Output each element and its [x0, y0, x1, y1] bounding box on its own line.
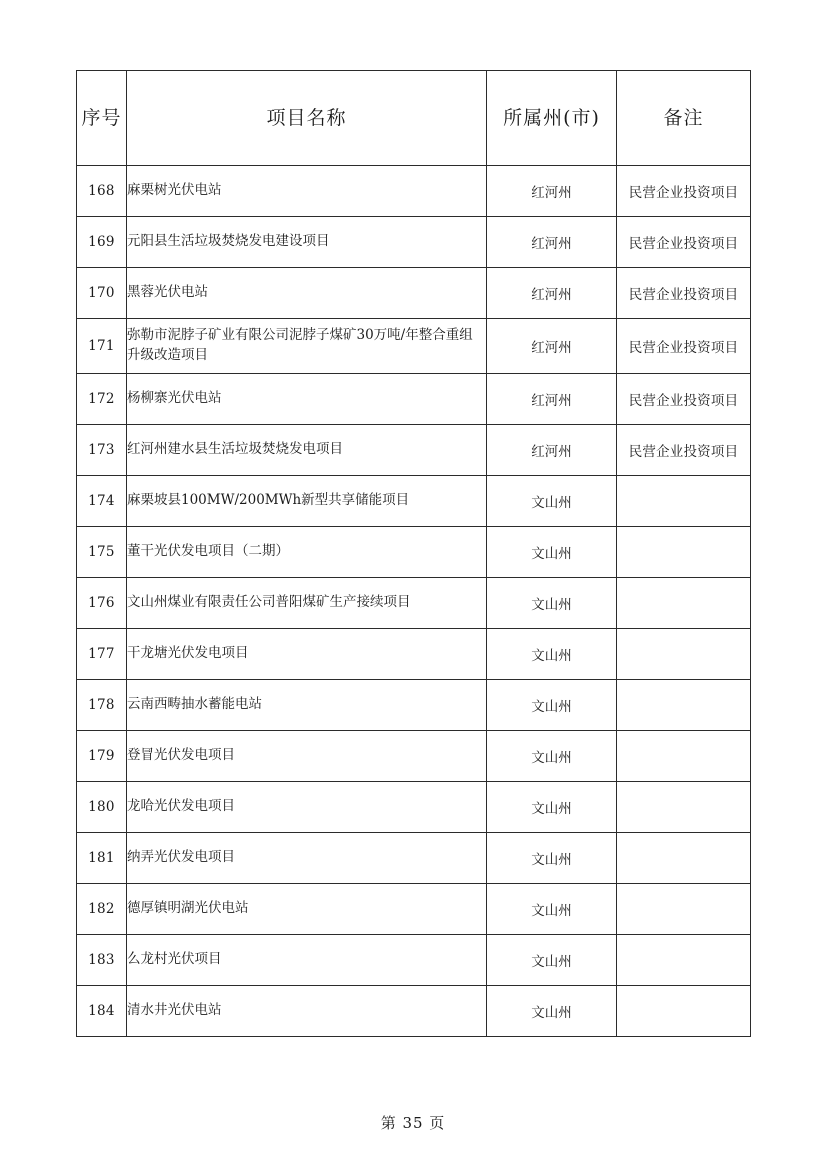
cell-project-name-text: 纳弄光伏发电项目 — [127, 849, 235, 866]
cell-sequence-number — [77, 425, 127, 476]
cell-note — [617, 217, 751, 268]
cell-sequence-number-text: 170 — [88, 285, 115, 301]
column-header-seq — [77, 71, 127, 166]
cell-prefecture — [487, 578, 617, 629]
cell-sequence-number-text: 172 — [88, 391, 115, 407]
cell-sequence-number-text: 175 — [88, 544, 115, 560]
table-row — [77, 166, 751, 217]
cell-note — [617, 782, 751, 833]
cell-project-name-text: 干龙塘光伏发电项目 — [127, 645, 249, 662]
cell-sequence-number-text: 184 — [88, 1003, 115, 1019]
cell-prefecture-text: 文山州 — [531, 903, 572, 919]
page-number-label: 第 35 页 — [380, 1114, 446, 1132]
cell-project-name — [127, 527, 487, 578]
cell-note — [617, 166, 751, 217]
cell-project-name — [127, 833, 487, 884]
cell-note — [617, 578, 751, 629]
cell-project-name-text: 龙哈光伏发电项目 — [127, 798, 235, 815]
table-row — [77, 217, 751, 268]
cell-note — [617, 319, 751, 374]
column-header-name-label: 项目名称 — [266, 106, 347, 129]
cell-prefecture-text: 文山州 — [531, 699, 572, 715]
cell-prefecture-text: 红河州 — [531, 393, 572, 409]
cell-project-name-text: 弥勒市泥脖子矿业有限公司泥脖子煤矿30万吨/年整合重组升级改造项目 — [127, 327, 473, 363]
cell-prefecture-text: 文山州 — [531, 648, 572, 664]
cell-prefecture-text: 文山州 — [531, 597, 572, 613]
cell-sequence-number-text: 169 — [88, 234, 115, 250]
column-header-name — [127, 71, 487, 166]
cell-prefecture-text: 文山州 — [531, 852, 572, 868]
cell-prefecture-text: 文山州 — [531, 1005, 572, 1021]
cell-sequence-number — [77, 374, 127, 425]
project-list-table — [76, 70, 751, 1037]
cell-prefecture — [487, 217, 617, 268]
cell-prefecture — [487, 374, 617, 425]
column-header-seq-label: 序号 — [81, 106, 122, 129]
cell-project-name-text: 黑蓉光伏电站 — [127, 284, 208, 301]
cell-note — [617, 374, 751, 425]
cell-prefecture — [487, 884, 617, 935]
cell-sequence-number — [77, 166, 127, 217]
cell-note-text: 民营企业投资项目 — [628, 340, 739, 356]
cell-project-name — [127, 731, 487, 782]
cell-prefecture-text: 红河州 — [531, 287, 572, 303]
cell-project-name-text: 么龙村光伏项目 — [127, 951, 222, 968]
cell-project-name-text: 元阳县生活垃圾焚烧发电建设项目 — [127, 233, 330, 250]
table-row — [77, 268, 751, 319]
table-row — [77, 425, 751, 476]
cell-sequence-number-text: 168 — [88, 183, 115, 199]
cell-project-name-text: 文山州煤业有限责任公司普阳煤矿生产接续项目 — [127, 594, 411, 611]
cell-project-name — [127, 425, 487, 476]
cell-note — [617, 833, 751, 884]
cell-prefecture-text: 红河州 — [531, 185, 572, 201]
cell-prefecture — [487, 986, 617, 1037]
cell-prefecture-text: 文山州 — [531, 495, 572, 511]
cell-project-name-text: 麻栗树光伏电站 — [127, 182, 222, 199]
cell-sequence-number-text: 178 — [88, 697, 115, 713]
cell-note-text: 民营企业投资项目 — [628, 236, 739, 252]
cell-sequence-number-text: 182 — [88, 901, 115, 917]
table-row — [77, 578, 751, 629]
cell-prefecture — [487, 833, 617, 884]
table-body — [77, 166, 751, 1037]
cell-sequence-number-text: 180 — [88, 799, 115, 815]
cell-project-name — [127, 782, 487, 833]
cell-project-name-text: 董干光伏发电项目（二期） — [127, 543, 289, 560]
cell-sequence-number — [77, 268, 127, 319]
cell-sequence-number — [77, 833, 127, 884]
cell-note — [617, 268, 751, 319]
cell-prefecture — [487, 319, 617, 374]
cell-sequence-number — [77, 629, 127, 680]
cell-sequence-number — [77, 782, 127, 833]
cell-project-name — [127, 629, 487, 680]
cell-prefecture-text: 红河州 — [531, 444, 572, 460]
cell-note — [617, 731, 751, 782]
cell-prefecture-text: 文山州 — [531, 954, 572, 970]
cell-project-name-text: 清水井光伏电站 — [127, 1002, 222, 1019]
table-row — [77, 986, 751, 1037]
cell-sequence-number — [77, 680, 127, 731]
cell-sequence-number-text: 176 — [88, 595, 115, 611]
column-header-prefecture — [487, 71, 617, 166]
cell-sequence-number — [77, 476, 127, 527]
cell-sequence-number — [77, 884, 127, 935]
cell-note — [617, 476, 751, 527]
cell-project-name — [127, 986, 487, 1037]
table-row — [77, 833, 751, 884]
cell-prefecture-text: 红河州 — [531, 340, 572, 356]
cell-project-name — [127, 374, 487, 425]
cell-project-name-text: 杨柳寨光伏电站 — [127, 390, 222, 407]
cell-prefecture — [487, 268, 617, 319]
table-row — [77, 935, 751, 986]
cell-note — [617, 629, 751, 680]
cell-note — [617, 527, 751, 578]
cell-project-name — [127, 884, 487, 935]
table-header — [77, 71, 751, 166]
table-row — [77, 680, 751, 731]
cell-project-name — [127, 268, 487, 319]
cell-sequence-number — [77, 935, 127, 986]
table-row — [77, 731, 751, 782]
cell-project-name — [127, 578, 487, 629]
table-row — [77, 629, 751, 680]
cell-project-name — [127, 166, 487, 217]
cell-note — [617, 680, 751, 731]
cell-note — [617, 425, 751, 476]
cell-project-name — [127, 476, 487, 527]
cell-prefecture-text: 文山州 — [531, 750, 572, 766]
cell-note — [617, 884, 751, 935]
cell-sequence-number — [77, 527, 127, 578]
table-row — [77, 374, 751, 425]
project-list-table-container — [76, 70, 750, 1037]
cell-sequence-number — [77, 731, 127, 782]
cell-project-name-text: 云南西畴抽水蓄能电站 — [127, 696, 262, 713]
cell-sequence-number-text: 183 — [88, 952, 115, 968]
cell-project-name-text: 登冒光伏发电项目 — [127, 747, 235, 764]
cell-sequence-number-text: 181 — [88, 850, 115, 866]
cell-sequence-number-text: 177 — [88, 646, 115, 662]
cell-prefecture — [487, 527, 617, 578]
cell-sequence-number — [77, 319, 127, 374]
cell-project-name-text: 麻栗坡县100MW/200MWh新型共享储能项目 — [127, 492, 410, 509]
cell-project-name — [127, 680, 487, 731]
column-header-prefecture-label: 所属州(市) — [503, 106, 600, 129]
cell-note — [617, 935, 751, 986]
cell-project-name — [127, 935, 487, 986]
cell-note-text: 民营企业投资项目 — [628, 185, 739, 201]
cell-note-text: 民营企业投资项目 — [628, 393, 739, 409]
cell-sequence-number-text: 174 — [88, 493, 115, 509]
cell-sequence-number-text: 171 — [88, 338, 115, 354]
cell-prefecture — [487, 629, 617, 680]
table-header-row — [77, 71, 751, 166]
cell-prefecture-text: 文山州 — [531, 546, 572, 562]
cell-prefecture-text: 红河州 — [531, 236, 572, 252]
cell-prefecture — [487, 680, 617, 731]
cell-sequence-number-text: 179 — [88, 748, 115, 764]
table-row — [77, 884, 751, 935]
cell-sequence-number-text: 173 — [88, 442, 115, 458]
cell-prefecture — [487, 935, 617, 986]
cell-project-name — [127, 217, 487, 268]
cell-note — [617, 986, 751, 1037]
column-header-note-label: 备注 — [663, 106, 704, 129]
cell-prefecture — [487, 476, 617, 527]
cell-project-name-text: 红河州建水县生活垃圾焚烧发电项目 — [127, 441, 343, 458]
cell-sequence-number — [77, 217, 127, 268]
cell-prefecture — [487, 166, 617, 217]
table-row — [77, 527, 751, 578]
page-footer — [0, 1112, 826, 1133]
table-row — [77, 782, 751, 833]
table-row — [77, 476, 751, 527]
cell-prefecture — [487, 782, 617, 833]
cell-project-name — [127, 319, 487, 374]
cell-note-text: 民营企业投资项目 — [628, 444, 739, 460]
cell-sequence-number — [77, 578, 127, 629]
cell-prefecture-text: 文山州 — [531, 801, 572, 817]
column-header-note — [617, 71, 751, 166]
cell-note-text: 民营企业投资项目 — [628, 287, 739, 303]
cell-project-name-text: 德厚镇明湖光伏电站 — [127, 900, 249, 917]
table-row — [77, 319, 751, 374]
cell-prefecture — [487, 425, 617, 476]
cell-sequence-number — [77, 986, 127, 1037]
cell-prefecture — [487, 731, 617, 782]
